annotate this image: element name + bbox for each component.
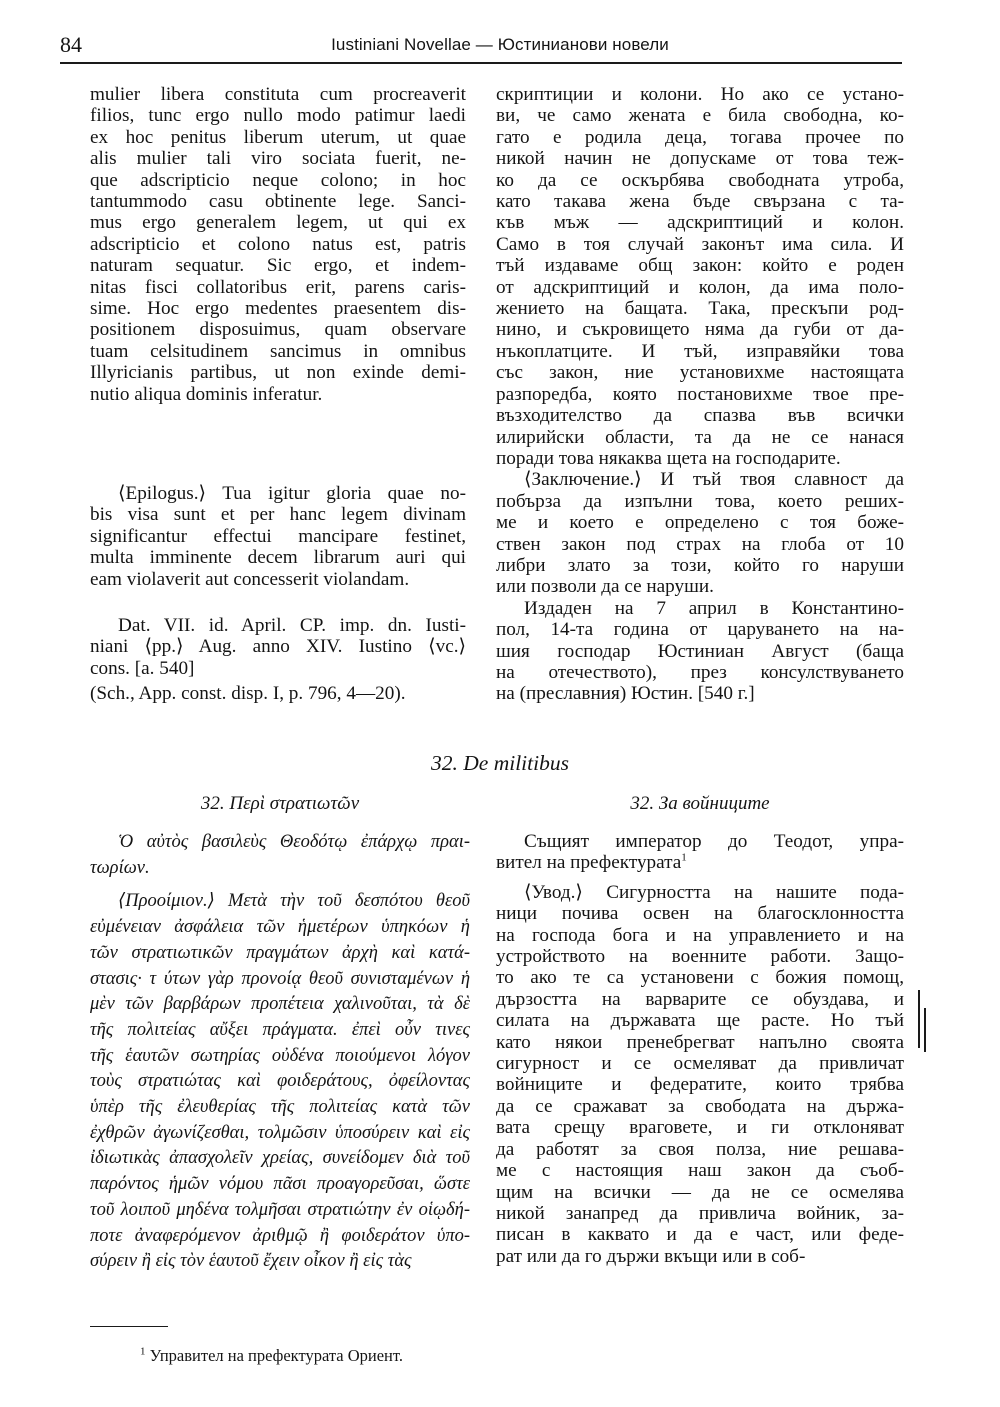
- latin-line: significantur effectui mancipare festinet,: [90, 525, 466, 547]
- bulgarian-line: рат или да го държи вкъщи или в соб-: [496, 1245, 806, 1267]
- greek-subtitle: 32. Περὶ στρατιωτῶν: [200, 793, 360, 814]
- greek-line: παρόντος ἡμῶν νόμου πᾶσι προαγορεῦσαι, ὥστε: [90, 1174, 470, 1195]
- greek-line: ⟨Προοίμιον.⟩ Μετὰ τὴν τοῦ δεσπότου θεοῦ: [118, 891, 470, 912]
- latin-line: Dat. VII. id. April. CP. imp. dn. Iusti-: [118, 615, 466, 636]
- greek-line: τοὺς στρατιώτας καὶ φοιδεράτους, ὀφείλοντας: [90, 1071, 470, 1092]
- bulgarian-line: ствен закон под страх на глоба от 10: [496, 533, 904, 555]
- bulgarian-line: Издаден на 7 април в Константино-: [524, 597, 904, 619]
- greek-line: τῆς ἑαυτῶν σωτηρίας οὐδένα ποιούμενοι λόγον: [90, 1045, 470, 1066]
- bulgarian-line: то ако те са установени с божия помощ,: [496, 967, 904, 989]
- bulgarian-line: гато е родила деца, тогава прочее по: [496, 126, 904, 148]
- bulgarian-line: писан в каквато и да е част, или феде-: [496, 1224, 904, 1246]
- latin-date-paragraph: [90, 615, 466, 679]
- latin-line: naturam sequatur. Sic ergo, et indem-: [90, 255, 466, 277]
- latin-line: adscripticio et colono natus est, patris: [90, 233, 466, 255]
- bulgarian-dated-paragraph: [496, 598, 904, 705]
- latin-line: nutio aliqua dominis inferatur.: [90, 383, 323, 405]
- bulgarian-line: никой начин не допускаме от това теж-: [496, 148, 904, 170]
- bulgarian-line: на отечеството), през консулствуването: [496, 661, 904, 683]
- greek-line: μὲν τῶν βαρβάρων προπέτεια χαλινοῦται, τὰ δὲ: [90, 994, 470, 1015]
- latin-line: mus ergo generalem legem, ut qui ex: [90, 212, 466, 234]
- margin-mark: [918, 990, 920, 1048]
- bulgarian-line: възходителство да спазва във всички: [496, 405, 904, 427]
- latin-date-block: [90, 615, 466, 705]
- bulgarian-line: вител на префектурата: [496, 852, 682, 874]
- latin-line: ex hoc penitus liberum uterum, ut quae: [90, 126, 466, 148]
- latin-line: niani ⟨pp.⟩ Aug. anno XIV. Iustino ⟨vc.⟩: [90, 636, 466, 658]
- latin-epilogus-paragraph: [90, 483, 466, 590]
- bulgarian-main-text: [496, 84, 904, 705]
- bulgarian-line: побърза да изпълни това, което реших-: [496, 490, 904, 512]
- latin-line: alis mulier tali viro sociata fuerit, ne-: [90, 148, 466, 170]
- bulgarian-line: либри злато за този, който го наруши: [496, 554, 904, 576]
- bulgarian-line: разпоредба, която постановихме твое пре-: [496, 383, 904, 405]
- greek-text: [90, 830, 470, 1275]
- latin-line: tuam celsitudinem sancimus in omnibus: [90, 340, 466, 362]
- latin-main-paragraph: [90, 84, 466, 405]
- bulgarian-line: вата срещу враговете, и ги отклоняват: [496, 1117, 904, 1139]
- bulgarian-line: щим на всички — да не се осмелява: [496, 1181, 904, 1203]
- bulgarian-line: Само в тоя случай законът има сила. И: [496, 233, 904, 255]
- latin-line: multa imminente decem librarum auri qui: [90, 547, 466, 569]
- bulgarian-line: ме с настоящия наш закон да съоб-: [496, 1160, 904, 1182]
- latin-line: Illyricianis partibus, ut non exinde demi-: [90, 362, 466, 384]
- bulgarian-line: силата на държавата ще расте. Но тъй: [496, 1010, 904, 1032]
- bulgarian-section-text: [496, 831, 904, 1267]
- footnote-reference: 1: [681, 852, 687, 865]
- bulgarian-line: на (преславния) Юстин. [540 г.]: [496, 683, 755, 705]
- footnote-text: Управител на префектурата Ориент.: [149, 1346, 403, 1365]
- latin-epilogus: [90, 483, 466, 590]
- bulgarian-line: дързостта на варварите се обуздава, и: [496, 988, 904, 1010]
- greek-line: ἰδιωτικὰς ἀπασχολεῖν χρείας, συνείδομεν διὰ τοῦ: [90, 1148, 470, 1169]
- latin-line: bis visa sunt et per hanc legem divinam: [90, 504, 466, 526]
- bulgarian-intro-paragraph: [496, 882, 904, 1267]
- bulgarian-line: нъкоплатците. И тъй, изправяйки това: [496, 340, 904, 362]
- greek-address-paragraph: [90, 830, 470, 881]
- greek-line: εὐμένειαν ἀσφάλεια τῶν ἡμετέρων ὑπηκόων ἡ: [90, 917, 470, 938]
- bulgarian-line: тъй издаваме общ закон: който е роден: [496, 255, 904, 277]
- latin-line: que adscripticio neque colono; in hoc: [90, 169, 466, 191]
- greek-line: στασις· τ ύτων γὰρ προνοίᾳ θεοῦ συνισταμένων ἡ: [90, 968, 470, 989]
- greek-line: τῆς πολιτείας αὔξει πράγματα. ἐπεὶ οὖν τινες: [90, 1019, 470, 1040]
- bulgarian-line: ⟨Увод.⟩ Сигурността на нашите пода-: [524, 881, 904, 903]
- greek-prooimion-paragraph: [90, 889, 470, 1275]
- bulgarian-line: скриптиции и колони. Но ако се устано-: [496, 84, 904, 105]
- greek-line: σύρειν ἢ εἰς τὸν ἑαυτοῦ ἔχειν οἶκον ἢ εἰς τὰς: [90, 1251, 412, 1272]
- bulgarian-main-paragraph: [496, 84, 904, 469]
- header-rule: [60, 62, 902, 64]
- latin-line: tantummodo casu obtinente lege. Sanci-: [90, 191, 466, 213]
- latin-line: cons. [a. 540]: [90, 657, 195, 679]
- margin-mark: [924, 1008, 926, 1052]
- bulgarian-line: ме и което е определено с тоя боже-: [496, 512, 904, 534]
- latin-line: positionem disposuimus, quam observare: [90, 319, 466, 341]
- bulgarian-line: войниците и федератите, които трябва: [496, 1074, 904, 1096]
- bulgarian-line: жението на бащата. Така, прескъпи род-: [496, 298, 904, 320]
- running-header-title: Iustiniani Novellae — Юстинианови новели: [331, 35, 669, 54]
- bulgarian-line: ⟨Заключение.⟩ И тъй твоя славност да: [524, 469, 904, 491]
- bulgarian-line: ко да се оскърбява свободната утроба,: [496, 169, 904, 191]
- page-number: 84: [60, 32, 82, 57]
- bulgarian-line: със закон, ние установихме настоящата: [496, 362, 904, 384]
- bulgarian-line: като такава жена бъде свързана с та-: [496, 191, 904, 213]
- latin-line: eam violaverit aut concesserit violandam.: [90, 568, 410, 590]
- bulgarian-subtitle: 32. За войниците: [630, 793, 770, 814]
- latin-source-line: (Sch., App. const. disp. I, p. 796, 4—20).: [90, 683, 406, 705]
- bulgarian-line: шия господар Юстиниан Август (баща: [496, 640, 904, 662]
- bulgarian-line: сигурност и се осмеляват да привличат: [496, 1053, 904, 1075]
- latin-line: ⟨Epilogus.⟩ Tua igitur gloria quae no-: [118, 483, 466, 504]
- bulgarian-line: устройството на военните работи. Защо-: [496, 946, 904, 968]
- greek-line: ποτε ἀναφερόμενον ἀριθμῷ ἢ φοιδεράτον ὑπο-: [90, 1225, 470, 1246]
- latin-line: sime. Hoc ergo medentes praesentem dis-: [90, 298, 466, 320]
- latin-line: nitas fisci collatoribus erit, parens caris-: [90, 276, 466, 298]
- bulgarian-line: ви, че само жената е била свободна, ко-: [496, 105, 904, 127]
- bulgarian-line: ници почива освен на благосклонността: [496, 903, 904, 925]
- bulgarian-line: илирийски области, та да не се нанася: [496, 426, 904, 448]
- bulgarian-line: къв мъж — адскриптиций и колон.: [496, 212, 904, 234]
- bulgarian-line: нино, и съкровището няма да губи от да-: [496, 319, 904, 341]
- bulgarian-line: или позволи да се наруши.: [496, 576, 714, 598]
- bulgarian-line: Същият император до Теодот, упра-: [524, 831, 904, 852]
- bulgarian-line: като някои пренебрегват напълно своята: [496, 1031, 904, 1053]
- bulgarian-line: да се сражават за свободата на държа-: [496, 1095, 904, 1117]
- bulgarian-line: поради това някаква щета на господарите.: [496, 447, 841, 469]
- bulgarian-conclusion-paragraph: [496, 469, 904, 597]
- footnote-rule: [90, 1326, 168, 1327]
- bulgarian-line: пол, 14-та година от царуването на на-: [496, 619, 904, 641]
- bulgarian-line: на господа бога и на управлението и на: [496, 924, 904, 946]
- bulgarian-line: да работят за своя полза, ние решава-: [496, 1138, 904, 1160]
- bulgarian-address-paragraph: [496, 831, 904, 874]
- greek-line: ἐχθρῶν ἀγωνίζεσθαι, τολμῶσιν ὑποσύρειν καὶ εἰς: [90, 1122, 470, 1143]
- bulgarian-line: никой занапред да привлича войник, за-: [496, 1202, 904, 1224]
- greek-line: τῶν στρατιωτικῶν πραγμάτων ἀρχὴ καὶ κατά-: [90, 942, 470, 963]
- greek-line: τωρίων.: [90, 857, 150, 878]
- greek-line: τοῦ λοιποῦ μηδένα τολμῆσαι στρατιώτην ἐν οἱῳδή-: [90, 1199, 470, 1220]
- footnote-marker: 1: [140, 1345, 146, 1358]
- footnote: [140, 1346, 403, 1366]
- latin-main-text: [90, 84, 466, 405]
- latin-line: mulier libera constituta cum procreaverit: [90, 84, 466, 105]
- bulgarian-line: от адскриптиций и колон, да има поло-: [496, 276, 904, 298]
- greek-line: Ὁ αὐτὸς βασιλεὺς Θεοδότῳ ἐπάρχῳ πραι-: [118, 832, 470, 852]
- greek-line: ὑπὲρ τῆς ἐλευθερίας τῆς πολιτείας κατὰ τῶν: [90, 1097, 470, 1118]
- section-title: 32. De militibus: [431, 751, 569, 775]
- latin-line: filios, tunc ergo nullo modo patimur laedi: [90, 105, 466, 127]
